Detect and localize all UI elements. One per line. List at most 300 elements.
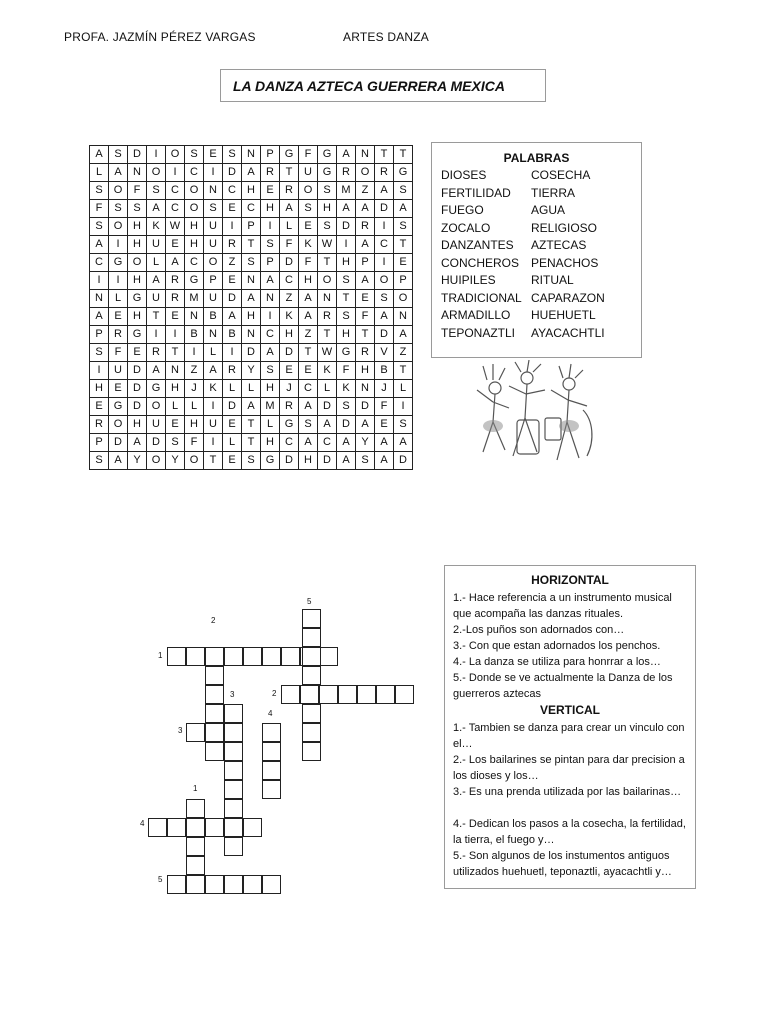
word-search-cell: R	[356, 344, 375, 362]
crossword-cell[interactable]	[262, 742, 281, 761]
horizontal-clue: 3.- Con que estan adornados los penchos.	[453, 640, 661, 652]
crossword-cell[interactable]	[302, 666, 321, 685]
crossword-cell[interactable]	[224, 647, 243, 666]
word-search-cell: D	[109, 434, 128, 452]
word-search-cell: A	[166, 254, 185, 272]
word-search-cell: D	[128, 362, 147, 380]
word-search-cell: L	[223, 434, 242, 452]
word-search-cell: P	[261, 254, 280, 272]
crossword-cell[interactable]	[243, 818, 262, 837]
word-search-cell: E	[166, 236, 185, 254]
word-search-cell: N	[90, 290, 109, 308]
word-search-cell: I	[223, 218, 242, 236]
word-search-cell: O	[299, 182, 318, 200]
crossword-cell[interactable]	[243, 647, 262, 666]
word-search-row	[90, 380, 413, 398]
word-search-cell: C	[166, 182, 185, 200]
word-search-cell: E	[223, 452, 242, 470]
word-search-cell: I	[185, 344, 204, 362]
word-list-item: TIERRA	[531, 185, 576, 200]
word-search-cell: A	[223, 308, 242, 326]
word-search-row	[90, 434, 413, 452]
word-search-cell: C	[375, 236, 394, 254]
word-search-cell: R	[90, 416, 109, 434]
word-search-cell: H	[128, 416, 147, 434]
word-search-row	[90, 452, 413, 470]
word-search-cell: G	[147, 380, 166, 398]
word-search-cell: P	[356, 254, 375, 272]
word-search-cell: R	[109, 326, 128, 344]
word-search-cell: A	[318, 416, 337, 434]
word-search-cell: S	[318, 182, 337, 200]
word-search-cell: H	[318, 200, 337, 218]
word-search-cell: N	[204, 182, 223, 200]
word-search-cell: S	[166, 434, 185, 452]
word-list-item: AZTECAS	[531, 238, 587, 252]
word-search-cell: G	[280, 146, 299, 164]
crossword-cell[interactable]	[205, 647, 224, 666]
word-search-cell: D	[394, 452, 413, 470]
word-search-cell: R	[337, 164, 356, 182]
crossword-cell[interactable]	[319, 685, 338, 704]
word-search-cell: A	[242, 290, 261, 308]
word-search-cell: I	[90, 272, 109, 290]
word-search-cell: T	[147, 308, 166, 326]
word-search-cell: I	[166, 326, 185, 344]
vertical-clue: 5.- Son algunos de los instumentos antiguos utilizados huehuetl, teponaztli, ayacachtli y…	[453, 850, 672, 878]
word-search-cell: O	[356, 164, 375, 182]
crossword-cell[interactable]	[262, 875, 281, 894]
word-search-cell: H	[185, 218, 204, 236]
vertical-clue: 3.- Es una prenda utilizada por las bailarinas…	[453, 786, 682, 798]
word-search-cell: H	[185, 236, 204, 254]
crossword-cell[interactable]	[224, 875, 243, 894]
word-search-cell: A	[147, 362, 166, 380]
word-search-cell: O	[185, 182, 204, 200]
word-search-cell: U	[109, 362, 128, 380]
word-search-cell: P	[90, 434, 109, 452]
crossword-cell[interactable]	[262, 761, 281, 780]
word-search-cell: T	[318, 254, 337, 272]
word-search-cell: A	[394, 326, 413, 344]
word-search-cell: R	[280, 398, 299, 416]
word-list-item: FERTILIDAD	[441, 185, 511, 200]
word-search-cell: W	[166, 218, 185, 236]
word-search-cell: H	[299, 452, 318, 470]
word-search-row	[90, 164, 413, 182]
crossword-cell[interactable]	[186, 856, 205, 875]
word-search-cell: N	[394, 308, 413, 326]
word-search-cell: A	[109, 164, 128, 182]
word-search-cell: L	[318, 380, 337, 398]
word-search-cell: E	[128, 344, 147, 362]
crossword-cell[interactable]	[205, 704, 224, 723]
word-search-cell: G	[185, 272, 204, 290]
word-search-cell: R	[166, 272, 185, 290]
word-search-cell: A	[90, 236, 109, 254]
horizontal-clue: 2.-Los puños son adornados con…	[453, 624, 625, 636]
word-search-cell: S	[147, 182, 166, 200]
word-search-cell: F	[375, 398, 394, 416]
word-search-cell: S	[90, 452, 109, 470]
crossword-cell[interactable]	[186, 647, 205, 666]
word-search-cell: I	[204, 164, 223, 182]
word-search-cell: I	[337, 236, 356, 254]
crossword-cell[interactable]	[186, 799, 205, 818]
word-search-cell: T	[242, 236, 261, 254]
word-search-cell: E	[223, 200, 242, 218]
word-search-cell: W	[318, 344, 337, 362]
crossword-cell[interactable]	[148, 818, 167, 837]
word-search-cell: C	[185, 164, 204, 182]
crossword-cell[interactable]	[186, 818, 205, 837]
word-search-cell: S	[90, 218, 109, 236]
word-search-cell: R	[318, 308, 337, 326]
word-search-cell: R	[280, 182, 299, 200]
word-search-cell: S	[261, 236, 280, 254]
word-search-cell: I	[166, 164, 185, 182]
word-search-cell: B	[223, 326, 242, 344]
word-search-cell: L	[90, 164, 109, 182]
crossword-number: 4	[140, 819, 145, 828]
word-search-cell: P	[90, 326, 109, 344]
word-search-cell: S	[242, 452, 261, 470]
word-search-cell: N	[242, 272, 261, 290]
word-search-grid	[89, 145, 413, 470]
word-search-cell: Y	[356, 434, 375, 452]
horizontal-heading: HORIZONTAL	[531, 573, 609, 587]
word-search-cell: G	[109, 398, 128, 416]
word-search-cell: E	[356, 290, 375, 308]
word-search-cell: N	[356, 146, 375, 164]
word-search-cell: N	[128, 164, 147, 182]
crossword-cell[interactable]	[224, 818, 243, 837]
word-search-cell: H	[337, 326, 356, 344]
word-search-cell: D	[318, 398, 337, 416]
word-search-cell: H	[356, 362, 375, 380]
word-search-cell: O	[147, 398, 166, 416]
word-search-cell: E	[90, 398, 109, 416]
word-search-cell: G	[109, 254, 128, 272]
word-search-cell: A	[356, 236, 375, 254]
crossword-cell[interactable]	[205, 666, 224, 685]
word-search-cell: E	[204, 146, 223, 164]
word-search-cell: F	[128, 182, 147, 200]
word-search-cell: A	[356, 272, 375, 290]
word-search-cell: N	[185, 308, 204, 326]
word-search-cell: Z	[223, 254, 242, 272]
word-search-cell: N	[242, 326, 261, 344]
crossword-cell[interactable]	[167, 647, 186, 666]
word-search-cell: O	[394, 290, 413, 308]
word-search-cell: A	[299, 398, 318, 416]
subject-name: ARTES DANZA	[343, 30, 429, 44]
word-search-cell: O	[109, 218, 128, 236]
word-search-cell: D	[280, 254, 299, 272]
word-search-cell: E	[223, 272, 242, 290]
word-search-cell: T	[394, 146, 413, 164]
crossword-cell[interactable]	[262, 723, 281, 742]
crossword-cell[interactable]	[395, 685, 414, 704]
word-search-cell: N	[242, 146, 261, 164]
word-search-cell: S	[242, 254, 261, 272]
word-search-cell: D	[223, 398, 242, 416]
crossword-cell[interactable]	[302, 742, 321, 761]
word-search-cell: Z	[185, 362, 204, 380]
word-search-cell: T	[204, 452, 223, 470]
crossword-cell[interactable]	[300, 685, 319, 704]
crossword-cell[interactable]	[205, 723, 224, 742]
crossword-cell[interactable]	[262, 647, 281, 666]
word-search-cell: O	[147, 452, 166, 470]
word-search-cell: T	[394, 362, 413, 380]
crossword-cell[interactable]	[302, 704, 321, 723]
crossword-cell[interactable]	[302, 628, 321, 647]
horizontal-clue: 5.- Donde se ve actualmente la Danza de los guerreros aztecas	[453, 672, 673, 700]
word-search-cell: N	[261, 290, 280, 308]
word-search-cell: S	[185, 146, 204, 164]
word-search-cell: P	[261, 146, 280, 164]
title-box	[220, 69, 546, 102]
word-search-cell: H	[280, 326, 299, 344]
word-search-cell: S	[204, 200, 223, 218]
teacher-name: PROFA. JAZMÍN PÉREZ VARGAS	[64, 30, 256, 44]
word-list-item: FUEGO	[441, 203, 484, 217]
word-search-cell: S	[337, 272, 356, 290]
word-search-cell: T	[299, 344, 318, 362]
word-list-box	[431, 142, 642, 358]
word-search-cell: H	[299, 272, 318, 290]
word-search-cell: I	[204, 434, 223, 452]
word-search-cell: N	[356, 380, 375, 398]
crossword-cell[interactable]	[224, 799, 243, 818]
word-search-cell: H	[242, 182, 261, 200]
word-list-item: AYACACHTLI	[531, 325, 605, 340]
crossword-number: 3	[178, 726, 183, 735]
word-search-cell: D	[223, 164, 242, 182]
word-search-row	[90, 200, 413, 218]
word-search-cell: L	[223, 380, 242, 398]
word-search-cell: H	[128, 236, 147, 254]
word-search-cell: Z	[299, 326, 318, 344]
word-search-cell: I	[223, 344, 242, 362]
word-search-cell: M	[185, 290, 204, 308]
word-search-cell: K	[204, 380, 223, 398]
word-search-cell: D	[147, 434, 166, 452]
word-list-item: ARMADILLO	[441, 308, 511, 322]
crossword-cell[interactable]	[224, 780, 243, 799]
crossword-cell[interactable]	[186, 723, 205, 742]
word-search-cell: S	[128, 200, 147, 218]
word-search-cell: U	[299, 164, 318, 182]
word-search-cell: A	[299, 308, 318, 326]
word-search-cell: R	[147, 344, 166, 362]
vertical-clue: 1.- Tambien se danza para crear un vinculo con el…	[453, 722, 685, 750]
crossword-cell[interactable]	[338, 685, 357, 704]
word-search-row	[90, 326, 413, 344]
crossword-number: 2	[272, 689, 277, 698]
word-search-cell: A	[375, 182, 394, 200]
word-search-cell: D	[128, 398, 147, 416]
word-search-cell: H	[90, 380, 109, 398]
crossword-cell[interactable]	[167, 875, 186, 894]
word-search-cell: S	[109, 146, 128, 164]
word-search-cell: P	[394, 272, 413, 290]
word-search-cell: M	[261, 398, 280, 416]
word-search-row	[90, 218, 413, 236]
word-search-cell: S	[90, 344, 109, 362]
crossword-cell[interactable]	[186, 837, 205, 856]
crossword-cell[interactable]	[205, 685, 224, 704]
word-search-cell: R	[356, 218, 375, 236]
word-list-item: AGUA	[531, 203, 566, 217]
word-search-cell: G	[337, 344, 356, 362]
word-search-cell: F	[299, 146, 318, 164]
word-search-cell: T	[242, 416, 261, 434]
word-search-cell: D	[318, 452, 337, 470]
crossword-cell[interactable]	[186, 875, 205, 894]
word-search-cell: O	[166, 146, 185, 164]
word-search-row	[90, 416, 413, 434]
word-search-cell: T	[337, 290, 356, 308]
word-list-item: CAPARAZON	[531, 290, 605, 305]
word-search-cell: U	[204, 290, 223, 308]
word-search-cell: V	[375, 344, 394, 362]
word-list-item: HUEHUETL	[531, 308, 596, 322]
crossword-number: 1	[158, 651, 163, 660]
crossword-cell[interactable]	[224, 837, 243, 856]
crossword-cell[interactable]	[205, 742, 224, 761]
word-search-cell: O	[185, 200, 204, 218]
word-search-cell: R	[375, 164, 394, 182]
word-search-cell: I	[147, 326, 166, 344]
aztec-dancers-illustration	[465, 360, 605, 478]
word-search-cell: H	[128, 308, 147, 326]
word-list-item: PENACHOS	[531, 255, 599, 270]
word-list-title: PALABRAS	[503, 151, 570, 165]
word-search-cell: T	[242, 434, 261, 452]
word-search-cell: I	[261, 218, 280, 236]
crossword-cell[interactable]	[224, 723, 243, 742]
word-search-cell: T	[318, 326, 337, 344]
word-search-cell: E	[299, 218, 318, 236]
word-search-cell: A	[90, 146, 109, 164]
word-search-row	[90, 182, 413, 200]
crossword-number: 3	[230, 690, 235, 699]
crossword-cell[interactable]	[224, 761, 243, 780]
crossword-cell[interactable]	[302, 723, 321, 742]
word-search-cell: F	[337, 362, 356, 380]
word-search-cell: S	[299, 416, 318, 434]
word-search-cell: Z	[356, 182, 375, 200]
word-search-cell: A	[394, 434, 413, 452]
vertical-clue: 4.- Dedican los pasos a la cosecha, la fertilidad, la tierra, el fuego y…	[453, 818, 686, 846]
word-search-cell: Z	[394, 344, 413, 362]
word-search-cell: A	[261, 272, 280, 290]
word-search-cell: M	[337, 182, 356, 200]
word-search-cell: S	[337, 308, 356, 326]
word-search-cell: C	[280, 434, 299, 452]
crossword-cell[interactable]	[302, 647, 321, 666]
word-search-row	[90, 290, 413, 308]
word-search-cell: U	[147, 236, 166, 254]
word-search-cell: B	[375, 362, 394, 380]
word-search-cell: N	[318, 290, 337, 308]
word-search-cell: D	[280, 344, 299, 362]
word-search-cell: I	[375, 254, 394, 272]
word-search-cell: D	[375, 326, 394, 344]
crossword-cell[interactable]	[281, 647, 300, 666]
word-search-cell: H	[128, 272, 147, 290]
word-search-cell: F	[356, 308, 375, 326]
word-search-cell: P	[204, 272, 223, 290]
crossword-cell[interactable]	[376, 685, 395, 704]
word-search-cell: J	[375, 380, 394, 398]
crossword-cell[interactable]	[262, 780, 281, 799]
word-search-cell: I	[90, 362, 109, 380]
word-search-cell: W	[318, 236, 337, 254]
word-search-cell: G	[128, 326, 147, 344]
word-search-cell: U	[147, 416, 166, 434]
crossword-cell[interactable]	[224, 742, 243, 761]
crossword-cell[interactable]	[302, 609, 321, 628]
crossword-cell[interactable]	[205, 818, 224, 837]
crossword-cell[interactable]	[224, 704, 243, 723]
word-search-cell: C	[185, 254, 204, 272]
word-search-cell: O	[109, 416, 128, 434]
word-search-cell: A	[375, 452, 394, 470]
word-search-cell: C	[223, 182, 242, 200]
crossword-cell[interactable]	[243, 875, 262, 894]
word-search-row	[90, 254, 413, 272]
word-search-cell: U	[204, 218, 223, 236]
word-search-cell: J	[280, 380, 299, 398]
crossword-cell[interactable]	[319, 647, 338, 666]
word-search-cell: O	[375, 272, 394, 290]
horizontal-clue: 1.- Hace referencia a un instrumento musical que acompaña las danzas rituales.	[453, 592, 672, 620]
word-search-cell: A	[147, 272, 166, 290]
crossword-cell[interactable]	[281, 685, 300, 704]
word-search-cell: R	[166, 290, 185, 308]
worksheet-title: LA DANZA AZTECA GUERRERA MEXICA	[233, 78, 505, 94]
crossword-cell[interactable]	[357, 685, 376, 704]
word-search-cell: S	[90, 182, 109, 200]
word-search-cell: H	[261, 380, 280, 398]
word-search-cell: K	[280, 308, 299, 326]
word-search-cell: K	[337, 380, 356, 398]
crossword-cell[interactable]	[205, 875, 224, 894]
word-search-cell: G	[128, 290, 147, 308]
word-search-cell: L	[166, 398, 185, 416]
word-search-cell: N	[204, 326, 223, 344]
crossword-cell[interactable]	[167, 818, 186, 837]
word-search-cell: A	[337, 434, 356, 452]
word-search-cell: I	[375, 218, 394, 236]
crossword-number: 5	[158, 875, 163, 884]
word-list-item: RITUAL	[531, 273, 574, 287]
word-search-cell: U	[204, 236, 223, 254]
word-search-cell: L	[185, 398, 204, 416]
word-search-cell: P	[242, 218, 261, 236]
word-search-cell: H	[128, 218, 147, 236]
word-search-cell: F	[280, 236, 299, 254]
word-search-cell: I	[109, 272, 128, 290]
word-search-cell: K	[299, 236, 318, 254]
word-search-row	[90, 308, 413, 326]
word-search-cell: S	[337, 398, 356, 416]
word-search-cell: D	[128, 380, 147, 398]
word-search-cell: U	[147, 290, 166, 308]
